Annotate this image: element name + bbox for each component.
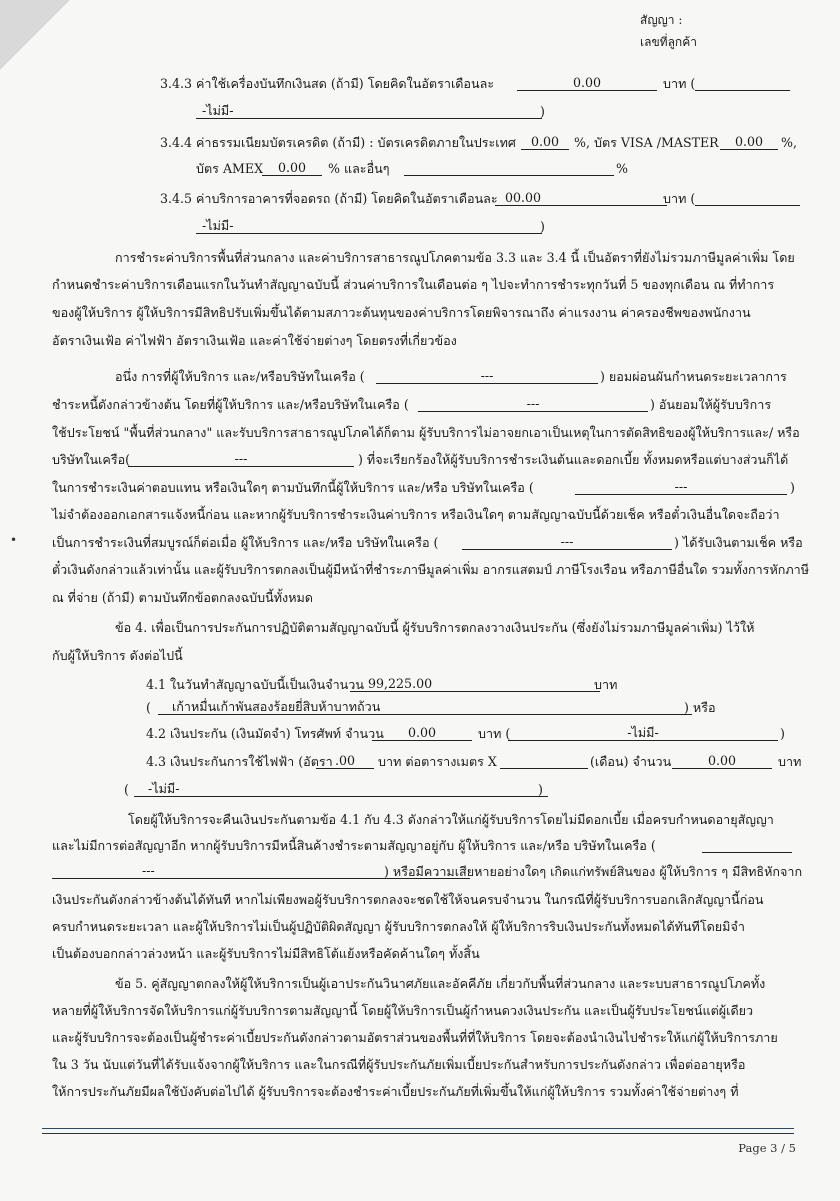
percent-sign: % [616, 161, 628, 176]
words-field: -ไม่มี- [196, 219, 542, 234]
other-label: % และอื่นๆ [328, 161, 390, 176]
paragraph-line: ครบกำหนดระยะเวลา และผู้ให้บริการไม่เป็นผู้ปฏิบัติผิดสัญญา ผู้รับบริการตกลงให้ ผู้ให้บริการริบเงินประกันทั้งหมดได้ทันทีโดยมิจำ [52, 919, 745, 934]
clause-text: ค่าใช้เครื่องบันทึกเงินสด (ถ้ามี) โดยคิดในอัตราเดือนละ [196, 76, 495, 91]
percent-sign: %, [781, 135, 797, 150]
unit-text: บาท [594, 677, 618, 692]
deposit-amount-field: 99,225.00 [350, 677, 600, 692]
item-4-1-label: 4.1 ในวันทำสัญญาฉบับนี้เป็นเงินจำนวน [146, 677, 364, 692]
paragraph-line: และผู้รับบริการจะต้องเป็นผู้ชำระค่าเบี้ยประกันดังกล่าวตามอัตราส่วนของพื้นที่ที่ให้บริการ โดยจะต้องนำเงินไปชำระให้แก่ผู้ให้บริการภาย [52, 1030, 778, 1045]
paragraph-line: ข้อ 5. คู่สัญญาตกลงให้ผู้ให้บริการเป็นผู้เอาประกันวินาศภัยและอัคคีภัย เกี่ยวกับพื้นที่ส่วนกลาง และระบบสาธารณูปโภคทั้ง [115, 976, 766, 991]
close-paren: ) [780, 726, 785, 741]
paragraph-line: ) [790, 480, 795, 495]
paragraph-line: ใช้ประโยชน์ "พื้นที่ส่วนกลาง" และรับบริการสาธารณูปโภคได้ก็ตาม ผู้รับบริการไม่อาจยกเอาเป็นเหตุในการตัดสิทธิของผู้ให้บริการและ/ หรือ [52, 425, 800, 440]
paragraph-line: อัตราเงินเฟ้อ ค่าไฟฟ้า อัตราเงินเฟ้อ และค่าใช้จ่ายต่างๆ โดยตรงที่เกี่ยวข้อง [52, 333, 457, 348]
affiliate-field: --- [376, 369, 598, 384]
paragraph-line: และไม่มีการต่อสัญญาอีก หากผู้รับบริการมีหนี้สินค้างชำระตามสัญญาอยู่กับ ผู้ให้บริการ และ/หรือ บริษัทในเครือ ( [52, 838, 656, 853]
clause-number: 3.4.5 [160, 191, 193, 206]
open-paren: ( [124, 782, 129, 797]
amex-field: 0.00 [262, 161, 322, 176]
footer-rule [42, 1128, 794, 1129]
paragraph-line: ) ได้รับเงินตามเช็ค หรือ [674, 535, 803, 550]
paragraph-line: หลายที่ผู้ให้บริการจัดให้บริการแก่ผู้รับบริการตามสัญญานี้ โดยผู้ให้บริการเป็นผู้กำหนดวงเงินประกัน และเป็นผู้รับประโยชน์แต่ผู้เดียว [52, 1003, 754, 1018]
deposit-words-field: เก้าหมื่นเก้าพันสองร้อยยี่สิบห้าบาทถ้วน [158, 700, 692, 715]
rate-field: 00.00 [495, 191, 667, 206]
open-paren: ( [146, 700, 151, 715]
item-4-2-label: 4.2 เงินประกัน (เงินมัดจำ) โทรศัพท์ จำนวน [146, 726, 384, 741]
paragraph-line: การชำระค่าบริการพื้นที่ส่วนกลาง และค่าบริการสาธารณูปโภคตามข้อ 3.3 และ 3.4 นี้ เป็นอัตราที่ยังไม่รวมภาษีมูลค่าเพิ่ม โดย [115, 250, 795, 265]
customer-number-label: เลขที่ลูกค้า [640, 35, 697, 49]
paragraph-line: กับผู้ให้บริการ ดังต่อไปนี้ [52, 648, 183, 663]
scan-corner-shadow [0, 0, 70, 70]
paragraph-line: เป็นต้องบอกกล่าวล่วงหน้า และผู้รับบริการไม่มีสิทธิโต้แย้งหรือคัดค้านใดๆ ทั้งสิ้น [52, 946, 480, 961]
other-field [404, 161, 614, 176]
paragraph-line: เงินประกันดังกล่าวข้างต้นได้ทันที หากไม่เพียงพอผู้รับบริการตกลงจะชดใช้ให้จนครบจำนวน ในกรณีที่ผู้รับบริการบอกเลิกสัญญานี้ก่อน [52, 892, 764, 907]
paragraph-line: ) อันยอมให้ผู้รับบริการ [650, 397, 772, 412]
affiliate-field: --- [128, 452, 354, 467]
words-field-a [695, 76, 790, 91]
paragraph-line: โดยผู้ให้บริการจะคืนเงินประกันตามข้อ 4.1 กับ 4.3 ดังกล่าวให้แก่ผู้รับบริการโดยไม่มีดอกเบี้ย เมื่อครบกำหนดอายุสัญญา [128, 812, 774, 827]
phone-deposit-words: -ไม่มี- [508, 726, 778, 741]
electric-deposit-words: -ไม่มี- [134, 782, 548, 797]
paragraph-line: บาท ต่อตารางเมตร X [378, 754, 497, 769]
clause-text: ค่าธรรมเนียมบัตรเครดิต (ถ้ามี) : บัตรเครดิตภายในประเทศ [196, 135, 516, 150]
affiliate-field: --- [575, 480, 787, 495]
paragraph-line: (เดือน) จำนวน [590, 754, 672, 769]
paragraph-line: กำหนดชำระค่าบริการเดือนแรกในวันทำสัญญาฉบับนี้ ส่วนค่าบริการในเดือนต่อ ๆ ไปจะทำการชำระทุกวันที่ 5 ของทุกเดือน ณ ที่ทำการ [52, 277, 775, 292]
unit-text: บาท ( [478, 726, 511, 741]
unit-text: บาท ( [663, 76, 696, 91]
clause-number: 3.4.3 [160, 76, 193, 91]
paragraph-line: ใน 3 วัน นับแต่วันที่ได้รับแจ้งจากผู้ให้บริการ และในกรณีที่ผู้รับประกันภัยเพิ่มเบี้ยประกันสำหรับการประกันดังกล่าว เพื่อต่ออายุหรือ [52, 1057, 746, 1072]
close-paren: ) หรือ [684, 700, 716, 715]
margin-mark: • [10, 533, 18, 547]
electric-deposit-field: 0.00 [672, 754, 772, 769]
words-field-a [695, 191, 800, 206]
clause-number: 3.4.4 [160, 135, 193, 150]
paragraph-line: ) หรือมีความเสียหายอย่างใดๆ เกิดแก่ทรัพย์สินของ ผู้ให้บริการ ๆ มีสิทธิหักจาก [384, 864, 803, 879]
affiliate-field: --- [52, 864, 470, 879]
page-number: Page 3 / 5 [738, 1141, 796, 1155]
paragraph-line: ตั๋วเงินดังกล่าวแล้วเท่านั้น และผู้รับบริการตกลงเป็นผู้มีหน้าที่ชำระภาษีมูลค่าเพิ่ม อากรแสตมป์ ภาษีโรงเรือน หรือภาษีอื่นใด รวมทั้งการหักภาษี [52, 562, 810, 577]
close-paren: ) [540, 104, 545, 119]
item-4-3-label: 4.3 เงินประกันการใช้ไฟฟ้า (อัตรา [146, 754, 333, 769]
paragraph-line: บริษัทในเครือ( [52, 452, 131, 467]
close-paren: ) [540, 219, 545, 234]
affiliate-field: --- [418, 397, 648, 412]
paragraph-line: ในการชำระเงินค่าตอบแทน หรือเงินใดๆ ตามบันทึกนี้ผู้ให้บริการ และ/หรือ บริษัทในเครือ ( [52, 480, 534, 495]
paragraph-line: ณ ที่จ่าย (ถ้ามี) ตามบันทึกข้อตกลงฉบับนี้ทั้งหมด [52, 590, 313, 605]
visa-field: 0.00 [720, 135, 778, 150]
affiliate-field-a [702, 838, 792, 853]
paragraph-line: อนึ่ง การที่ผู้ให้บริการ และ/หรือบริษัทในเครือ ( [115, 369, 365, 384]
words-field: -ไม่มี- [196, 104, 542, 119]
domestic-field: 0.00 [521, 135, 569, 150]
paragraph-line: ) ที่จะเรียกร้องให้ผู้รับบริการชำระเงินต้นและดอกเบี้ย ทั้งหมดหรือแต่บางส่วนก็ได้ [358, 452, 789, 467]
close-paren: ) [538, 782, 543, 797]
contract-label: สัญญา : [640, 13, 683, 27]
paragraph-line: ชำระหนี้ดังกล่าวข้างต้น โดยที่ผู้ให้บริการ และ/หรือบริษัทในเครือ ( [52, 397, 409, 412]
unit-text: บาท ( [663, 191, 696, 206]
affiliate-field: --- [462, 535, 672, 550]
paragraph-line: ข้อ 4. เพื่อเป็นการประกันการปฏิบัติตามสัญญาฉบับนี้ ผู้รับบริการตกลงวางเงินประกัน (ซึ่งยังไม่รวมภาษีมูลค่าเพิ่ม) ไว้ให้ [115, 620, 755, 635]
unit-text: บาท [778, 754, 802, 769]
paragraph-line: ให้การประกันภัยมีผลใช้บังคับต่อไปได้ ผู้รับบริการจะต้องชำระค่าเบี้ยประกันภัยที่เพิ่มขึ้นให้แก่ผู้ให้บริการ รวมทั้งค่าใช้จ่ายต่างๆ ที่ [52, 1084, 739, 1099]
visa-label: %, บัตร VISA /MASTER [574, 135, 719, 150]
paragraph-line: ไม่จำต้องออกเอกสารแจ้งหนี้ก่อน และหากผู้รับบริการชำระเงินค่าบริการ หรือเงินใดๆ ตามสัญญาฉบับนี้ด้วยเช็ค หรือตั๋วเงินอื่นใดจะถือว่า [52, 507, 780, 522]
clause-text: ค่าบริการอาคารที่จอดรถ (ถ้ามี) โดยคิดในอัตราเดือนละ [196, 191, 498, 206]
paragraph-line: ) ยอมผ่อนผันกำหนดระยะเวลาการ [600, 369, 787, 384]
rate-field: 0.00 [517, 76, 657, 91]
amex-label: บัตร AMEX [196, 161, 264, 176]
months-field [500, 754, 588, 769]
electric-rate-field: .00 [316, 754, 374, 769]
paragraph-line: ของผู้ให้บริการ ผู้ให้บริการมีสิทธิปรับเพิ่มขึ้นได้ตามสภาวะต้นทุนของค่าบริการโดยพิจารณาถึง ค่าแรงงาน ค่าครองชีพของพนักงาน [52, 305, 751, 320]
phone-deposit-field: 0.00 [372, 726, 472, 741]
paragraph-line: เป็นการชำระเงินที่สมบูรณ์ก็ต่อเมื่อ ผู้ให้บริการ และ/หรือ บริษัทในเครือ ( [52, 535, 439, 550]
footer-rule [42, 1133, 794, 1134]
